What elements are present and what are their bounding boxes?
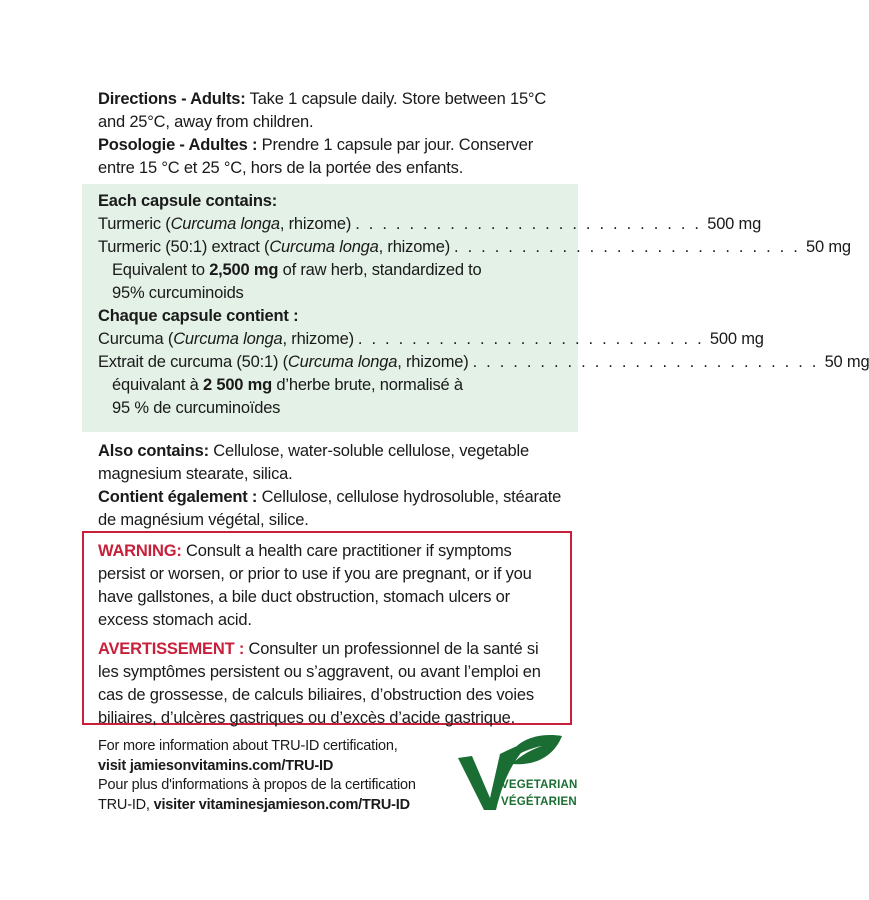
- equivalence-amount: 2 500 mg: [202, 376, 273, 394]
- directions-section: [98, 88, 562, 180]
- ingredient-latin-name: Curcuma longa: [170, 215, 280, 233]
- also-contains-en-label: Also contains:: [98, 442, 209, 460]
- ingredient-latin-name: Curcuma longa: [287, 353, 398, 371]
- ingredient-latin-name: Curcuma longa: [269, 238, 379, 256]
- ingredient-amount: 500 mg: [709, 330, 764, 348]
- vegetarian-leaf: [508, 735, 562, 764]
- contents-section: [98, 190, 869, 420]
- tru-id-info-fr-line2: [98, 796, 438, 816]
- tru-id-info-fr-pre: TRU-ID,: [98, 796, 154, 813]
- ingredient-latin-name: Curcuma longa: [173, 330, 283, 348]
- also-contains-fr: [98, 486, 562, 532]
- tru-id-info-fr: Pour plus d'informations à propos de la certification: [98, 777, 416, 793]
- leader-dots: . . . . . . . . . . . . . . . . . . . . . . . . . .: [472, 353, 819, 371]
- equivalence-fr: [98, 374, 562, 397]
- tru-id-link-en[interactable]: visit jamiesonvitamins.com/TRU-ID: [98, 757, 334, 774]
- equivalence-amount: 2,500 mg: [209, 261, 279, 279]
- tru-id-info-en: For more information about TRU-ID certification,: [98, 738, 398, 754]
- also-contains-fr-label: Contient également :: [98, 488, 258, 506]
- leader-dots: . . . . . . . . . . . . . . . . . . . . . . . . . .: [454, 238, 800, 256]
- ingredient-name-post: , rhizome): [397, 353, 469, 371]
- ingredient-name-pre: Turmeric (50:1) extract (: [98, 238, 270, 256]
- ingredient-row: [98, 328, 764, 351]
- also-contains-section: [98, 440, 562, 532]
- ingredient-amount: 50 mg: [806, 238, 851, 256]
- directions-en-text: Take 1 capsule daily. Store between 15°C and 25°C, away from children.: [98, 90, 547, 131]
- contents-en-title: [98, 190, 562, 213]
- warning-fr-label: AVERTISSEMENT :: [98, 640, 245, 658]
- ingredient-amount: 500 mg: [707, 215, 762, 233]
- warning-en: [98, 540, 562, 632]
- vegetarian-fr: VÉGÉTARIEN: [501, 796, 577, 808]
- tru-id-info: [98, 737, 438, 815]
- equivalence-post: d’herbe brute, normalisé à: [272, 376, 463, 394]
- also-contains-fr-text: Cellulose, cellulose hydrosoluble, stéarate de magnésium végétal, silice.: [98, 488, 562, 529]
- ingredient-amount: 50 mg: [824, 353, 869, 371]
- equivalence-pre: équivalant à: [112, 376, 203, 394]
- ingredient-name-pre: Curcuma (: [98, 330, 174, 348]
- ingredient-name-pre: Extrait de curcuma (50:1) (: [98, 353, 288, 371]
- warning-section: [98, 540, 562, 730]
- ingredient-row: [98, 236, 851, 259]
- leader-dots: . . . . . . . . . . . . . . . . . . . . . . . . . .: [357, 330, 704, 348]
- ingredient-name: [98, 236, 450, 259]
- directions-fr-label: Posologie - Adultes :: [98, 136, 258, 154]
- tru-id-link-fr[interactable]: visiter vitaminesjamieson.com/TRU-ID: [153, 796, 410, 813]
- equivalence-pre: Equivalent to: [112, 261, 210, 279]
- ingredient-name: [98, 328, 354, 351]
- ingredient-name-post: , rhizome): [282, 330, 354, 348]
- directions-en-label: Directions - Adults:: [98, 90, 246, 108]
- equivalence-en: [98, 259, 562, 282]
- ingredient-row: [98, 351, 869, 374]
- vegetarian-badge-text: [501, 777, 578, 811]
- ingredient-row: [98, 213, 762, 236]
- ingredient-name: [98, 351, 469, 374]
- warning-en-label: WARNING:: [98, 542, 182, 560]
- equivalence-post: of raw herb, standardized to: [278, 261, 482, 279]
- ingredient-name-pre: Turmeric (: [98, 215, 171, 233]
- warning-en-text: Consult a health care practitioner if symptoms persist or worsen, or prior to use if you are pregnant, or if you have gallstones, a bile duct obstruction, stomach ulcers or excess stomach acid.: [98, 542, 532, 629]
- contents-fr-title: [98, 305, 562, 328]
- ingredient-name-post: , rhizome): [279, 215, 352, 233]
- vegetarian-en: VEGETARIAN: [501, 779, 578, 791]
- warning-fr-text: Consulter un professionnel de la santé si les symptômes persistent ou s’aggravent, ou avant l’emploi en cas de grossesse, de calculs biliaires, d’obstruction des voies biliaires, d’ulcères gastriques ou d’excès d’acide gastrique.: [98, 640, 541, 727]
- tru-id-link-en-line: [98, 757, 438, 777]
- contents-fr-title-text: Chaque capsule contient :: [98, 307, 299, 325]
- directions-fr-text: Prendre 1 capsule par jour. Conserver entre 15 °C et 25 °C, hors de la portée des enfants.: [98, 136, 534, 177]
- warning-fr: [98, 638, 562, 730]
- equivalence-en-line2: 95% curcuminoids: [112, 284, 244, 302]
- directions-en: [98, 88, 562, 134]
- ingredient-name-post: , rhizome): [378, 238, 450, 256]
- equivalence-fr-line2: 95 % de curcuminoïdes: [112, 399, 281, 417]
- ingredient-name: [98, 213, 351, 236]
- also-contains-en: [98, 440, 562, 486]
- also-contains-en-text: Cellulose, water-soluble cellulose, vegetable magnesium stearate, silica.: [98, 442, 529, 483]
- contents-en-title-text: Each capsule contains:: [98, 192, 277, 210]
- directions-fr: [98, 134, 562, 180]
- leader-dots: . . . . . . . . . . . . . . . . . . . . . . . . . .: [355, 215, 702, 233]
